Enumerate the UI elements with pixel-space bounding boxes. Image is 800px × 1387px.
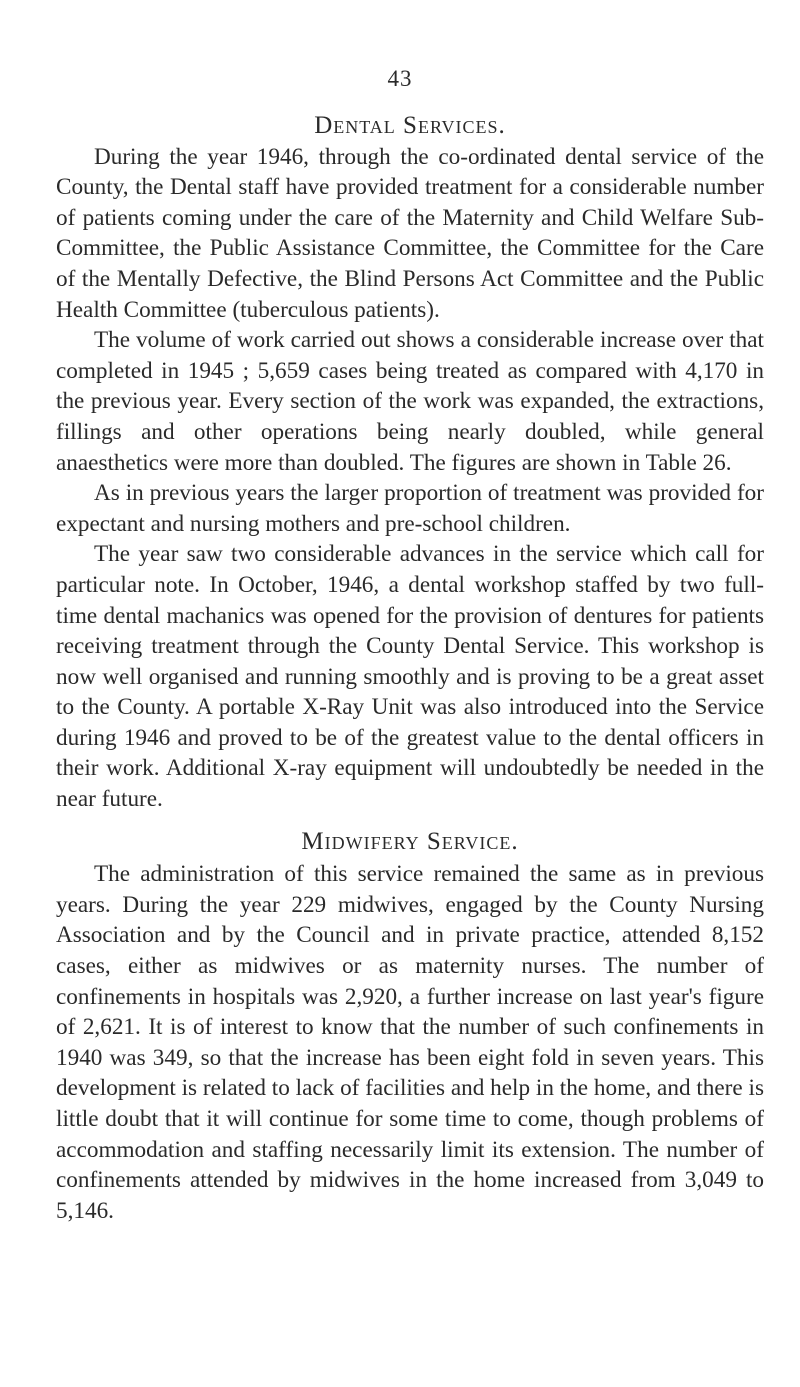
dental-paragraph-3: As in previous years the larger proportion of treatment was provided for expectant and nursing mothers and pre-school children. (56, 480, 764, 537)
section-heading-midwifery-service: Midwifery Service. (301, 827, 519, 855)
dental-paragraph-4: The year saw two considerable advances in the service which call for particular note. In October, 1946, a dental workshop staffed by two full-time dental machanics was opened for the provision of dentures for patients receiving treatment through the County Dental Service. This workshop is now well organised and running smoothly and is proving to be a great asset to the County. A portable X-Ray Unit was also introduced into the Service during 1946 and proved to be of the greatest value to the dental officers in their work. Additional X-ray equipment will undoubtedly be needed in the near future. (56, 541, 764, 813)
page-number: 43 (387, 66, 413, 91)
page-body (56, 111, 764, 1226)
dental-paragraph-1: During the year 1946, through the co-ordinated dental service of the County, the Dental staff have provided treatment for a considerable number of patients coming under the care of the Maternity and Child Welfare Sub-Committee, the Public Assistance Committee, the Committee for the Care of the Mentally Defective, the Blind Persons Act Committee and the Public Health Committee (tuberculous patients). (56, 143, 764, 323)
section-heading-dental-services: Dental Services. (314, 112, 506, 139)
dental-paragraph-2: The volume of work carried out shows a considerable increase over that completed in 1945 ; 5,659 cases being treated as compared with 4,170 in the previous year. Every section of the work was expanded, the extractions, fillings and other operations being nearly doubled, while general anaesthetics were more than doubled. The figures are shown in Table 26. (56, 327, 764, 476)
midwifery-paragraph-1: The administration of this service remained the same as in previous years. During the year 229 midwives, engaged by the County Nursing Association and by the Council and in private practice, attended 8,152 cases, either as midwives or as maternity nurses. The number of confinements in hospitals was 2,920, a further increase on last year's figure of 2,621. It is of interest to know that the number of such confinements in 1940 was 349, so that the increase has been eight fold in seven years. This development is related to lack of facilities and help in the home, and there is little doubt that it will continue for some time to come, though problems of accommodation and staffing necessarily limit its extension. The number of confinements attended by midwives in the home increased from 3,049 to 5,146. (56, 861, 764, 1224)
